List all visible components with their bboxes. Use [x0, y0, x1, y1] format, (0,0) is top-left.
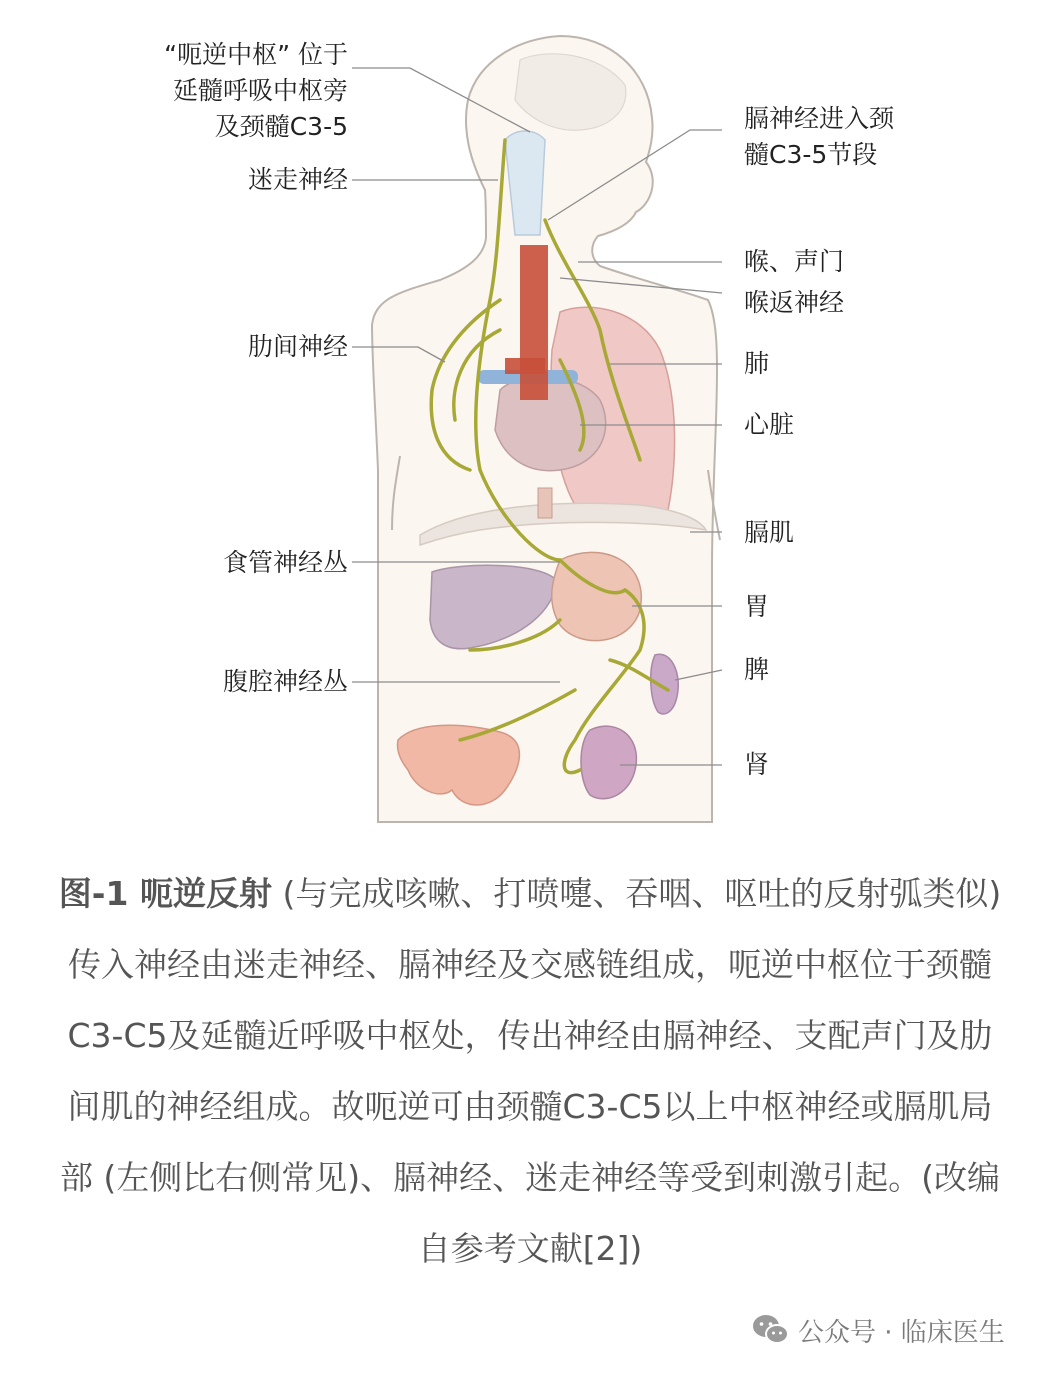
label-stomach: 胃	[744, 592, 770, 621]
label-lung: 肺	[744, 349, 770, 378]
label-intercostal-nerve: 肋间神经	[247, 332, 348, 361]
label-heart: 心脏	[744, 410, 795, 439]
label-diaphragm: 膈肌	[744, 518, 795, 547]
label-hiccup-center-line3: 及颈髓C3-5	[214, 112, 348, 141]
label-esophageal-plexus: 食管神经丛	[222, 548, 348, 577]
label-vagus-nerve: 迷走神经	[247, 165, 348, 194]
label-hiccup-center-line2: 延髓呼吸中枢旁	[172, 76, 348, 105]
figure-caption	[55, 858, 1005, 1284]
caption-title: 图-1 呃逆反射	[58, 874, 272, 913]
label-spleen: 脾	[744, 655, 770, 684]
watermark-text: 公众号 · 临床医生	[798, 1317, 1005, 1348]
watermark	[752, 1310, 1005, 1350]
label-larynx-glottis: 喉、声门	[744, 247, 845, 276]
caption-body: (与完成咳嗽、打喷嚏、吞咽、呕吐的反射弧类似) 传入神经由迷走神经、膈神经及交感链组成，呃逆中枢位于颈髓C3-C5及延髓近呼吸中枢处，传出神经由膈神经、支配声门及肋间肌的神经组成。故呃逆可由颈髓C3-C5以上中枢神经或膈肌局部 (左侧比右侧常见)、膈神经、迷走神经等受到刺激引起。(改编自参考文献[2])	[59, 874, 1002, 1268]
label-phrenic-nerve-line1: 膈神经进入颈	[744, 104, 895, 133]
label-phrenic-nerve-line2: 髓C3-5节段	[744, 140, 878, 169]
label-celiac-plexus: 腹腔神经丛	[222, 667, 348, 696]
heart-shape	[495, 377, 606, 471]
label-kidney: 肾	[744, 750, 770, 779]
wechat-icon	[752, 1313, 790, 1347]
label-hiccup-center-line1: “呃逆中枢” 位于	[164, 40, 348, 69]
label-recurrent-laryngeal-nerve: 喉返神经	[744, 288, 845, 317]
